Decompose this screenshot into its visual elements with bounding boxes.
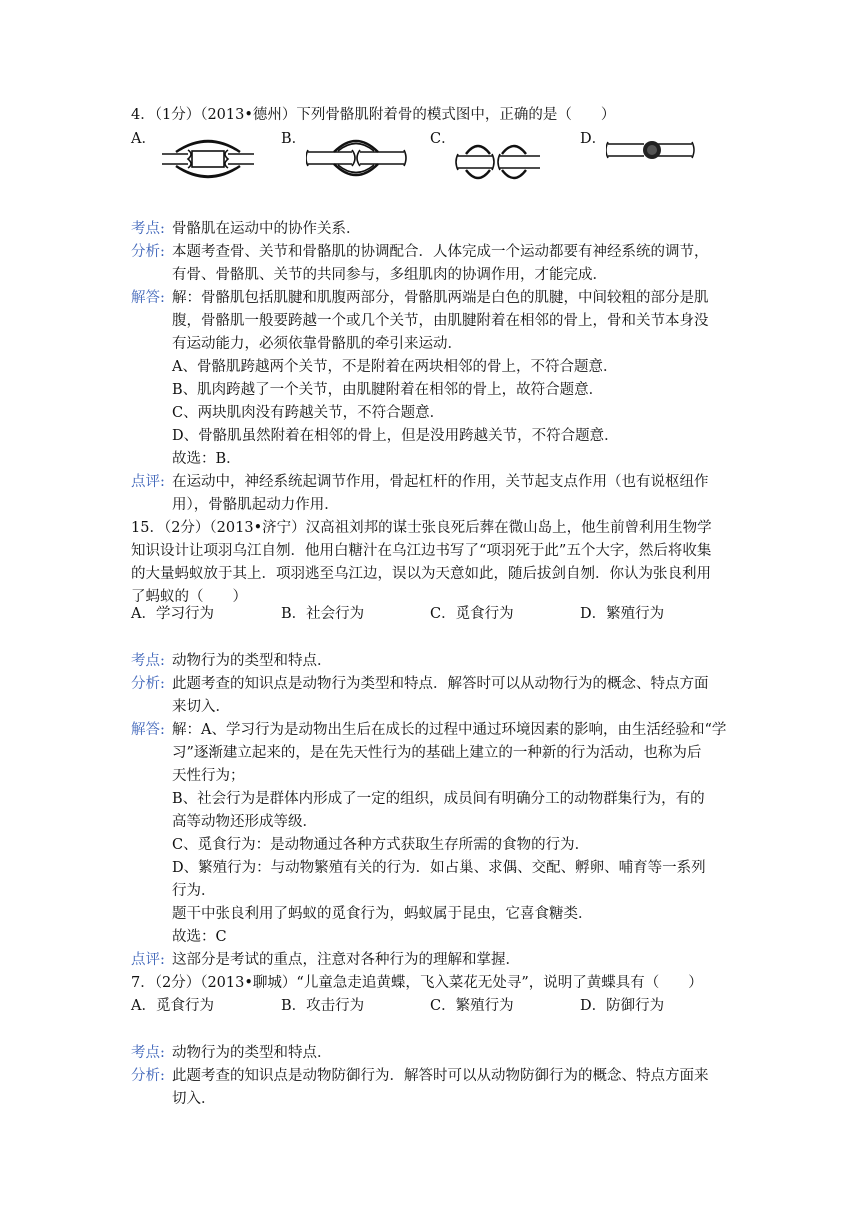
q15-fenxi-line-2: 来切入． (172, 699, 230, 715)
q4-jieda-line-5: B、肌肉跨越了一个关节，由肌腱附着在相邻的骨上，故符合题意． (172, 382, 604, 398)
q4-kaodian-label: 考点: (131, 221, 165, 237)
q15-jieda-line-9: 题干中张良利用了蚂蚁的觅食行为，蚂蚁属于昆虫，它喜食糖类． (172, 906, 593, 922)
q4-option-d: D． (580, 131, 607, 147)
q7-option-d: D．防御行为 (580, 998, 665, 1014)
q4-jieda-line-6: C、两块肌肉没有跨越关节，不符合题意． (172, 405, 445, 421)
q15-kaodian-text: 动物行为的类型和特点． (172, 653, 332, 669)
q4-option-a: A． (131, 131, 156, 147)
q4-jieda-line-8: 故选：B． (172, 451, 241, 467)
q4-fenxi-line-2: 有骨、骨骼肌、关节的共同参与，多组肌肉的协调作用，才能完成． (172, 267, 607, 283)
q15-jieda-line-5: 高等动物还形成等级． (172, 814, 317, 830)
q7-fenxi-line-2: 切入． (172, 1091, 216, 1107)
q4-jieda-line-4: A、骨骼肌跨越两个关节，不是附着在两块相邻的骨上，不符合题意． (172, 359, 618, 375)
q4-jieda-label: 解答: (131, 290, 165, 306)
q15-jieda-line-8: 行为． (172, 883, 216, 899)
q7-stem: 7．（2分）（2013•聊城）“儿童急走追黄蝶，飞入菜花无处寻”，说明了黄蝶具有（ ） (131, 975, 703, 991)
q4-option-c: C． (430, 131, 456, 147)
q15-stem-line-2: 知识设计让项羽乌江自刎．他用白糖汁在乌江边书写了“项羽死于此”五个大字，然后将收集 (131, 543, 712, 559)
q15-jieda-label: 解答: (131, 722, 165, 738)
q7-option-a: A．觅食行为 (131, 998, 214, 1014)
q15-option-d: D．繁殖行为 (580, 606, 665, 622)
q7-option-b: B．攻击行为 (281, 998, 365, 1014)
q4-fenxi-line-1: 本题考查骨、关节和骨骼肌的协调配合．人体完成一个运动都要有神经系统的调节， (172, 244, 709, 260)
q4-dianping-line-1: 在运动中，神经系统起调节作用，骨起杠杆的作用，关节起支点作用（也有说枢纽作 (172, 474, 709, 490)
q15-stem-line-4: 了蚂蚁的（ ） (131, 589, 247, 605)
q15-fenxi-line-1: 此题考查的知识点是动物行为类型和特点．解答时可以从动物行为的概念、特点方面 (172, 676, 709, 692)
q7-kaodian-label: 考点: (131, 1045, 165, 1061)
q15-kaodian-label: 考点: (131, 653, 165, 669)
q4-stem: 4．（1分）（2013•德州）下列骨骼肌附着骨的模式图中，正确的是（ ） (131, 107, 616, 123)
q7-kaodian-text: 动物行为的类型和特点． (172, 1045, 332, 1061)
q15-jieda-line-6: C、觅食行为：是动物通过各种方式获取生存所需的食物的行为． (172, 837, 590, 853)
q4-dianping-line-2: 用），骨骼肌起动力作用． (172, 497, 339, 513)
q7-fenxi-label: 分析: (131, 1068, 165, 1084)
q4-jieda-line-1: 解：骨骼肌包括肌腱和肌腹两部分，骨骼肌两端是白色的肌腱，中间较粗的部分是肌 (172, 290, 709, 306)
q15-option-c: C．觅食行为 (430, 606, 514, 622)
q7-fenxi-line-1: 此题考查的知识点是动物防御行为．解答时可以从动物防御行为的概念、特点方面来 (172, 1068, 709, 1084)
q7-option-c: C．繁殖行为 (430, 998, 514, 1014)
q4-fenxi-label: 分析: (131, 244, 165, 260)
q4-dianping-label: 点评: (131, 474, 165, 490)
q15-jieda-line-10: 故选：C (172, 929, 227, 945)
bone-muscle-figure-a (158, 132, 258, 186)
q15-jieda-line-3: 天性行为； (172, 768, 245, 784)
q15-option-b: B．社会行为 (281, 606, 365, 622)
q15-stem-line-1: 15．（2分）（2013•济宁）汉高祖刘邦的谋士张良死后葬在微山岛上，他生前曾利用生物学 (131, 520, 712, 536)
q4-option-b: B． (281, 131, 307, 147)
q15-jieda-line-4: B、社会行为是群体内形成了一定的组织，成员间有明确分工的动物群集行为，有的 (172, 791, 705, 807)
bone-muscle-figure-b (306, 134, 408, 184)
q15-jieda-line-7: D、繁殖行为：与动物繁殖有关的行为．如占巢、求偶、交配、孵卵、哺育等一系列 (172, 860, 706, 876)
q15-dianping-line-1: 这部分是考试的重点，注意对各种行为的理解和掌握． (172, 952, 520, 968)
bone-muscle-figure-d (606, 136, 696, 168)
q4-jieda-line-7: D、骨骼肌虽然附着在相邻的骨上，但是没用跨越关节，不符合题意． (172, 428, 619, 444)
q4-jieda-line-3: 有运动能力，必须依靠骨骼肌的牵引来运动． (172, 336, 462, 352)
q15-jieda-line-1: 解：A、学习行为是动物出生后在成长的过程中通过环境因素的影响，由生活经验和“学 (172, 722, 727, 738)
q4-jieda-line-2: 腹，骨骼肌一般要跨越一个或几个关节，由肌腱附着在相邻的骨上，骨和关节本身没 (172, 313, 709, 329)
q15-jieda-line-2: 习”逐渐建立起来的，是在先天性行为的基础上建立的一种新的行为活动，也称为后 (172, 745, 702, 761)
q15-dianping-label: 点评: (131, 952, 165, 968)
bone-muscle-figure-c (452, 134, 544, 190)
q15-option-a: A．学习行为 (131, 606, 214, 622)
q15-stem-line-3: 的大量蚂蚁放于其上．项羽逃至乌江边，误以为天意如此，随后拔剑自刎．你认为张良利用 (131, 566, 711, 582)
q4-kaodian-text: 骨骼肌在运动中的协作关系． (172, 221, 361, 237)
q15-fenxi-label: 分析: (131, 676, 165, 692)
